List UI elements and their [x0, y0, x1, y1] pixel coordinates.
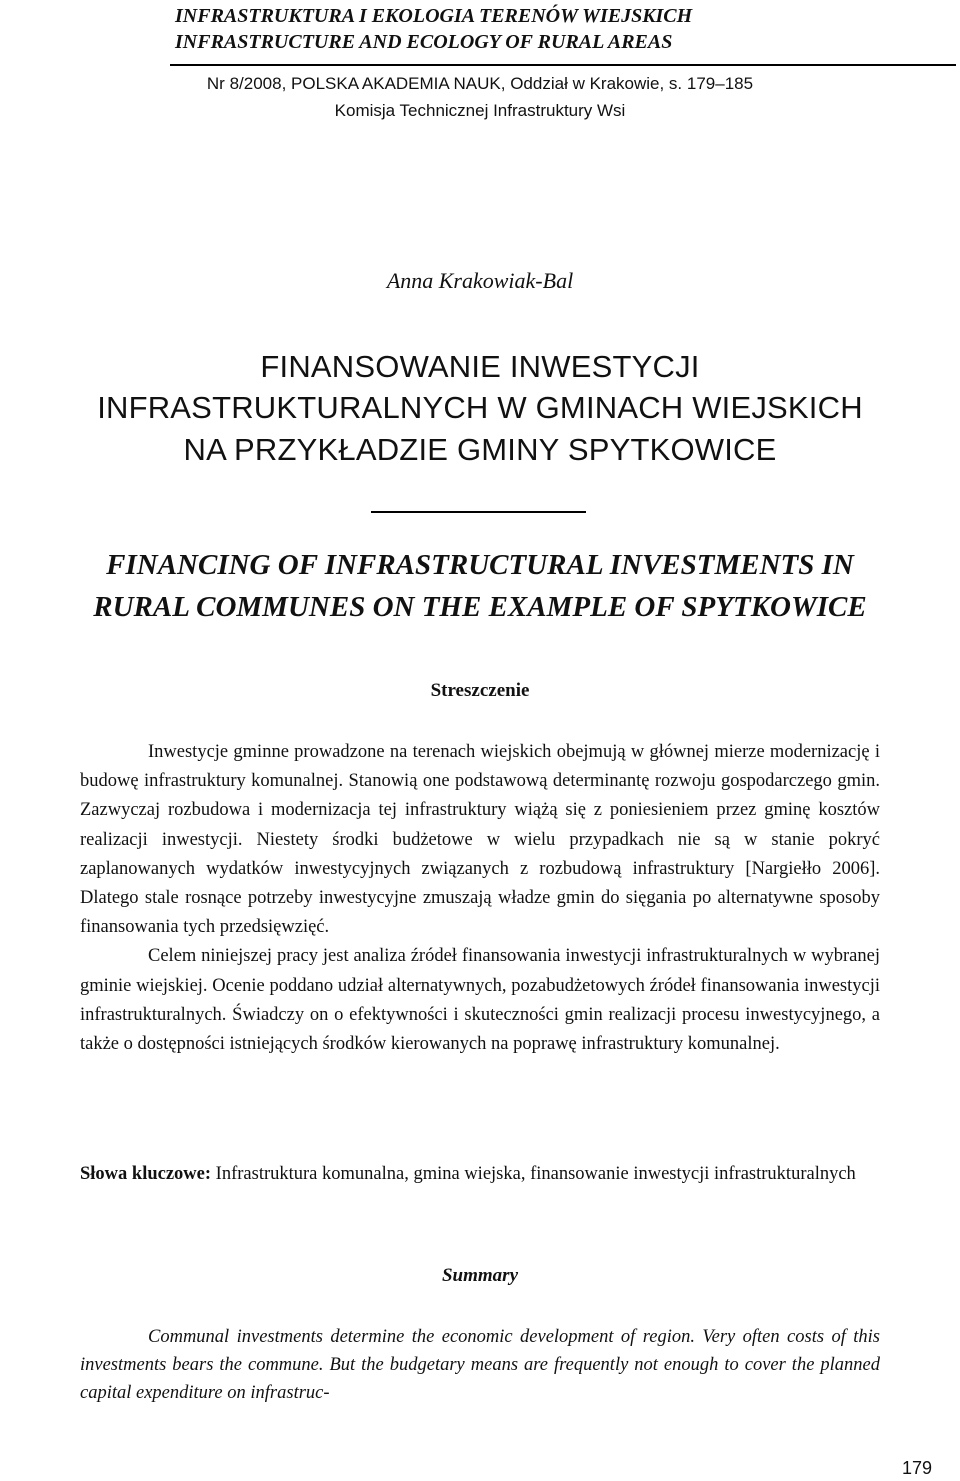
abstract-heading: Streszczenie	[430, 680, 530, 701]
title-pl-line-3: NA PRZYKŁADZIE GMINY SPYTKOWICE	[183, 432, 777, 467]
keywords-text: Infrastruktura komunalna, gmina wiejska, finansowanie inwestycji infrastrukturalnych	[211, 1164, 856, 1184]
abstract-paragraph: Celem niniejszej pracy jest analiza źródeł finansowania inwestycji infrastrukturalnych w wybranej gminie wiejskiej. Ocenie poddano udział alternatywnych, pozabudżetowych źródeł finansowania inwestycji infrastrukturalnych. Świadczy on o efektywności i skuteczności gmin realizacji procesu inwestycyjnego, a także o dostępności istniejących środków kierowanych na poprawę infrastruktury komunalnej.	[80, 946, 880, 1055]
title-en-line-2: RURAL COMMUNES ON THE EXAMPLE OF SPYTKOWICE	[93, 591, 867, 623]
abstract-body	[80, 738, 880, 1059]
committee-info: Komisja Technicznej Infrastruktury Wsi	[334, 101, 626, 120]
summary-paragraph: Communal investments determine the economic development of region. Very often costs of this investments bears the commune. But the budgetary means are frequently not enough to cover the planned capital expenditure on infrastruc-	[80, 1327, 880, 1404]
title-en-line-1: FINANCING OF INFRASTRUCTURAL INVESTMENTS IN	[106, 549, 854, 581]
issue-info: Nr 8/2008, POLSKA AKADEMIA NAUK, Oddział w Krakowie, s. 179–185	[206, 74, 754, 93]
keywords-label: Słowa kluczowe:	[80, 1164, 212, 1184]
author-name: Anna Krakowiak-Bal	[386, 268, 574, 293]
title-pl-line-1: FINANSOWANIE INWESTYCJI	[260, 349, 700, 384]
abstract-paragraph: Inwestycje gminne prowadzone na terenach wiejskich obejmują w głównej mierze modernizację i budowę infrastruktury komunalnej. Stanowią one podstawową determinantę rozwoju gospodarczego gmin. Zazwyczaj rozbudowa i modernizacja tej infrastruktury wiążą się z poniesieniem przez gminę kosztów realizacji inwestycji. Niestety środki budżetowe w wielu przypadkach nie są w stanie pokryć zaplanowanych wydatków inwestycyjnych związanych z rozbudową infrastruktury [Nargiełło 2006]. Dlatego stale rosnące potrzeby inwestycyjne zmuszają władze gmin do sięgania po alternatywne sposoby finansowania tych przedsięwzięć.	[80, 742, 880, 938]
summary-heading: Summary	[441, 1265, 519, 1286]
journal-title-en: INFRASTRUCTURE AND ECOLOGY OF RURAL AREAS	[175, 31, 673, 53]
page-number: 179	[901, 1458, 932, 1478]
summary-body	[80, 1323, 880, 1408]
header-rule	[170, 64, 956, 66]
keywords	[80, 1160, 880, 1189]
journal-title-pl: INFRASTRUKTURA I EKOLOGIA TERENÓW WIEJSKICH	[175, 5, 693, 27]
title-pl-line-2: INFRASTRUKTURALNYCH W GMINACH WIEJSKICH	[97, 390, 863, 425]
title-divider	[371, 511, 586, 513]
